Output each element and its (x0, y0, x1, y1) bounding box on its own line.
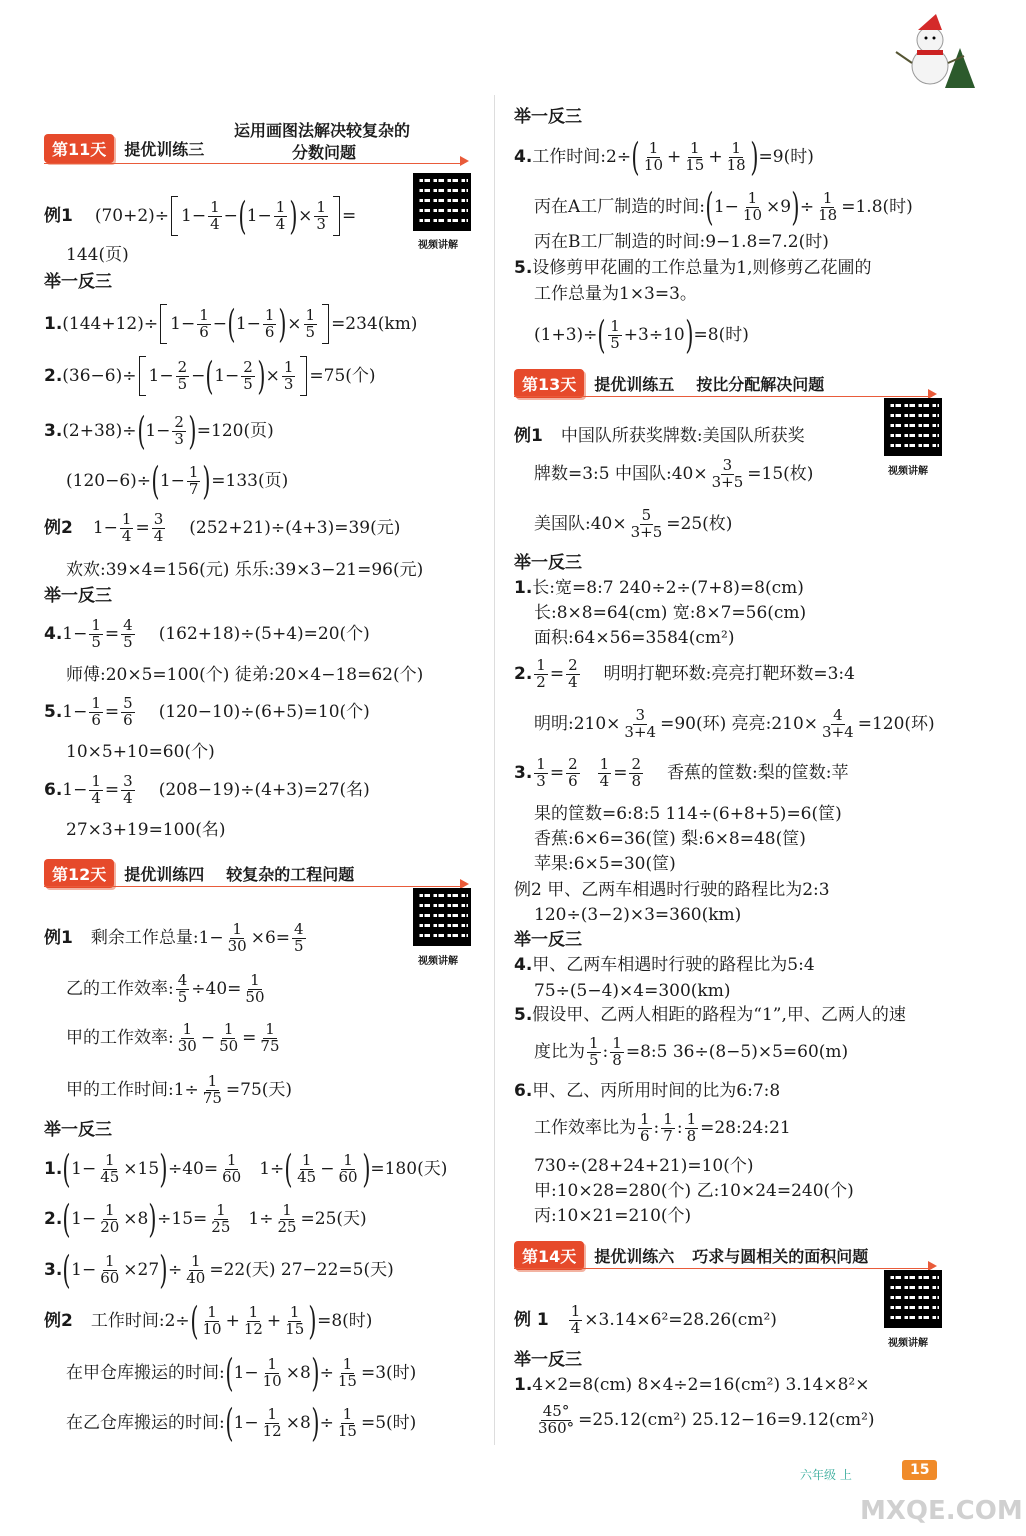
answer-line: 6. 1− 1 4 = 3 4 (208−19)÷(4+3)=27(名) (44, 772, 370, 807)
practice-heading: 举一反三 (514, 1350, 582, 1370)
answer-line: 丙在A工厂制造的时间: ( 1− 1 10 ×9 ) ÷ $\frac{1}{18}$ =1.8(时) (534, 185, 913, 229)
watermark: MXQE.COM (860, 1496, 1023, 1526)
answer-line: 2. ( 1− 1 20 ×8 ) ÷15= 1 25 1÷ $\frac{1}{25}$ =25(天) (44, 1197, 367, 1241)
answer-line: 1. (144+12)÷ 1− 1 6 − ( 1− 1 6 ) × 1 5 =234(km) (44, 302, 418, 346)
answer-line: 工作总量为1×3=3。 (534, 284, 697, 304)
day13-header (514, 368, 824, 398)
answer-line: 4. 工作时间: 2÷ ( 1 10 + 1 15 + 1 18 ) =9(时) (514, 135, 814, 179)
answer-line: 1. 4×2=8(cm) 8×4÷2=16(cm²) 3.14×8²× (514, 1375, 870, 1395)
answer-line: 度比为 1 5 : $\frac{1}{8}$ =8:5 36÷(8−5)×5=60(m) (534, 1034, 849, 1069)
practice-heading: 举一反三 (44, 1120, 112, 1140)
section-subtitle: 巧求与圆相关的面积问题 (692, 1246, 869, 1266)
example-line: 例2 甲、乙两车相遇时行驶的路程比为2:3 (514, 880, 830, 900)
section-title: 提优训练五 (594, 374, 675, 394)
answer-line: (1+3)÷ ( 1 5 +3÷10 ) =8(时) (534, 313, 749, 357)
answer-line: 5. 假设甲、乙两人相距的路程为“1”,甲、乙两人的速 (514, 1005, 906, 1025)
answer-line: 师傅:20×5=100(个) 徒弟:20×4−18=62(个) (66, 665, 424, 685)
answer-line: 面积:64×56=3584(cm²) (534, 628, 735, 648)
example-line: 牌数=3:5 中国队:40× $\frac{3}{3+5}$ =15(枚) (534, 456, 814, 491)
day-badge: 第13天 (514, 369, 584, 398)
qr-code[interactable] (884, 398, 942, 456)
day-badge: 第11天 (44, 134, 114, 163)
answer-line: 工作效率比为 1 6 : 1 7 : $\frac{1}{8}$ =28:24:21 (534, 1110, 791, 1145)
section-title: 提优训练六 (594, 1246, 675, 1266)
qr-code[interactable] (413, 888, 471, 946)
section-title: 提优训练三 (124, 139, 205, 159)
header-rule (514, 1268, 932, 1269)
day12-header (44, 858, 354, 888)
answer-line: 1. ( 1− 1 45 ×15 ) ÷40= 1 60 1÷ ( 1 45 − 1 60 ) =180(天) (44, 1147, 448, 1191)
example-line: 例2 1− $\frac{1}{4}$ = 3 4 (252+21)÷(4+3)=39(元) (44, 510, 401, 545)
answer-line: 75÷(5−4)×4=300(km) (534, 981, 731, 1001)
answer-line: 3. ( 1− 1 60 ×27 ) ÷ $\frac{1}{40}$ =22(天) 27−22=5(天) (44, 1248, 394, 1292)
example-line: 甲的工作时间: 1÷ $\frac{1}{75}$ =75(天) (66, 1072, 293, 1107)
answer-line: 甲:10×28=280(个) 乙:10×24=240(个) (534, 1181, 854, 1201)
example-line: 144(页) (66, 245, 129, 265)
qr-code[interactable] (884, 1270, 942, 1328)
day14-header (514, 1240, 868, 1270)
answer-line: $\frac{45^\circ}{360^\circ}$ =25.12(cm²) 25.12−16=9.12(cm²) (538, 1402, 875, 1437)
answer-line: 2. 1 2 = 2 4 明明打靶环数:亮亮打靶环数=3:4 (514, 656, 855, 691)
section-subtitle: 较复杂的工程问题 (226, 864, 355, 884)
section-title: 提优训练四 (124, 864, 205, 884)
day-badge: 第14天 (514, 1241, 584, 1270)
page-number: 15 (902, 1460, 937, 1480)
column-divider (494, 95, 495, 1445)
qr-label: 视频讲解 (888, 466, 928, 477)
answer-line: 4. 1− 1 5 = 4 5 (162+18)÷(5+4)=20(个) (44, 616, 370, 651)
answer-line: 长:8×8=64(cm) 宽:8×7=56(cm) (534, 603, 807, 623)
answer-line: 6. 甲、乙、丙所用时间的比为6:7:8 (514, 1081, 781, 1101)
header-rule (44, 163, 464, 164)
example-line: 在甲仓库搬运的时间: ( 1− 1 10 ×8 ) ÷ $\frac{1}{15}$ =3(时) (66, 1351, 417, 1395)
example-line: 例1 (70+2)÷ 1− 1 4 − ( 1− 1 4 ) × 1 3 = (44, 194, 357, 238)
answer-line: 丙在B工厂制造的时间:9−1.8=7.2(时) (534, 232, 829, 252)
example-line: 在乙仓库搬运的时间: ( 1− 1 12 ×8 ) ÷ $\frac{1}{15}$ =5(时) (66, 1401, 417, 1445)
answer-line: 果的筐数=6:8:5 114÷(6+8+5)=6(筐) (534, 804, 842, 824)
answer-line: 730÷(28+24+21)=10(个) (534, 1156, 754, 1176)
answer-line: 3. (2+38)÷ ( 1− 2 3 ) =120(页) (44, 409, 274, 453)
day-badge: 第12天 (44, 859, 114, 888)
section-subtitle: 按比分配解决问题 (696, 374, 825, 394)
example-line: 乙的工作效率: 4 5 ÷40= 1 50 (66, 971, 265, 1006)
practice-heading: 举一反三 (514, 107, 582, 127)
header-rule (44, 886, 464, 887)
section-subtitle: 分数问题 (292, 143, 357, 162)
answer-line: 3. 1 3 = 2 6 1 4 = 2 8 香蕉的筐数:梨的筐数:苹 (514, 755, 849, 790)
qr-label: 视频讲解 (418, 240, 458, 251)
example-line: 例1 剩余工作总量: 1− 1 30 ×6= 4 5 (44, 920, 304, 955)
answer-line: 27×3+19=100(名) (66, 820, 226, 840)
example-line: 甲的工作效率: 1 30 − 1 50 = 1 75 (66, 1020, 280, 1055)
answer-line: 丙:10×21=210(个) (534, 1206, 692, 1226)
answer-line: (120−6)÷ ( 1− 1 7 ) =133(页) (66, 459, 289, 503)
answer-line: 1. 长:宽=8:7 240÷2÷(7+8)=8(cm) (514, 578, 804, 598)
footer-grade: 六年级 上 (800, 1468, 852, 1482)
qr-label: 视频讲解 (418, 956, 458, 967)
example-line: 欢欢:39×4=156(元) 乐乐:39×3−21=96(元) (66, 560, 424, 580)
answer-line: 2. (36−6)÷ 1− 2 5 − ( 1− 2 5 ) × 1 3 =75(个) (44, 354, 376, 398)
answer-line: 明明:210× $\frac{3}{3+4}$ =90(环) 亮亮:210× $\frac{4}{3+4}$ =120(环) (534, 706, 935, 741)
snowman-icon (890, 8, 980, 88)
qr-label: 视频讲解 (888, 1338, 928, 1349)
practice-heading: 举一反三 (44, 272, 112, 292)
qr-code[interactable] (413, 173, 471, 231)
header-rule (514, 396, 932, 397)
example-line: 例1 中国队所获奖牌数:美国队所获奖 (514, 426, 805, 446)
example-line: 美国队:40× $\frac{5}{3+5}$ =25(枚) (534, 506, 733, 541)
practice-heading: 举一反三 (514, 930, 582, 950)
day11-header (44, 133, 204, 163)
answer-line: 10×5+10=60(个) (66, 742, 215, 762)
answer-line: 香蕉:6×6=36(筐) 梨:6×8=48(筐) (534, 829, 806, 849)
practice-heading: 举一反三 (44, 586, 112, 606)
practice-heading: 举一反三 (514, 553, 582, 573)
answer-line: 4. 甲、乙两车相遇时行驶的路程比为5:4 (514, 955, 815, 975)
answer-line: 苹果:6×5=30(筐) (534, 854, 676, 874)
answer-line: 5. 设修剪甲花圃的工作总量为1,则修剪乙花圃的 (514, 258, 872, 278)
example-label: 例1 (44, 205, 73, 226)
answer-line: 5. 1− 1 6 = 5 6 (120−10)÷(6+5)=10(个) (44, 694, 370, 729)
example-line: 例 1 $\frac{1}{4}$ ×3.14×6²=28.26(cm²) (514, 1302, 777, 1337)
example-line: 例2 工作时间: 2÷ ( 1 10 + 1 12 + 1 15 ) =8(时) (44, 1299, 373, 1343)
header-arrow (460, 156, 469, 166)
example-line: 120÷(3−2)×3=360(km) (534, 905, 742, 925)
section-subtitle: 运用画图法解决较复杂的 (234, 121, 411, 140)
